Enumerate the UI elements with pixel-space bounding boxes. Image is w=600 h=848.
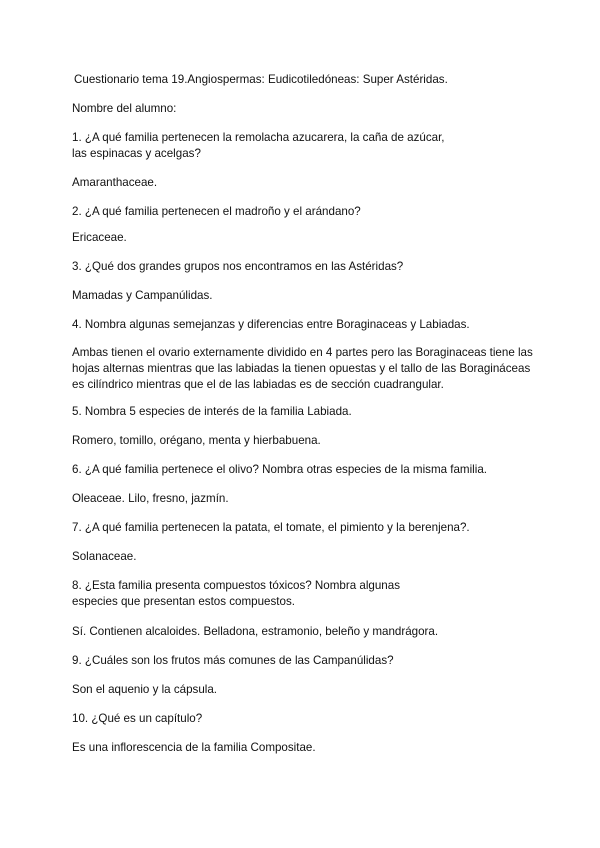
answer-5: Romero, tomillo, orégano, menta y hierbabuena. <box>72 434 321 447</box>
answer-10: Es una inflorescencia de la familia Compositae. <box>72 741 316 754</box>
question-1: 1. ¿A qué familia pertenecen la remolacha azucarera, la caña de azúcar, las espinacas y acelgas? <box>72 131 445 160</box>
answer-6: Oleaceae. Lilo, fresno, jazmín. <box>72 492 229 505</box>
question-9: 9. ¿Cuáles son los frutos más comunes de las Campanúlidas? <box>72 654 394 667</box>
question-5: 5. Nombra 5 especies de interés de la familia Labiada. <box>72 405 352 418</box>
answer-2: Ericaceae. <box>72 231 127 244</box>
answer-3: Mamadas y Campanúlidas. <box>72 289 213 302</box>
answer-7: Solanaceae. <box>72 550 137 563</box>
answer-9: Son el aquenio y la cápsula. <box>72 683 218 696</box>
student-name-label: Nombre del alumno: <box>72 102 177 115</box>
question-2: 2. ¿A qué familia pertenecen el madroño y el arándano? <box>72 205 361 218</box>
question-8: 8. ¿Esta familia presenta compuestos tóxicos? Nombra algunas especies que presentan estos compuestos. <box>72 579 401 608</box>
answer-4: Ambas tienen el ovario externamente dividido en 4 partes pero las Boraginaceas tiene las hojas alternas mientras que las labiadas la tienen opuestas y el tallo de las Boragináceas es cilíndrico mientras que el de las labiadas es de sección cuadrangular. <box>72 346 533 391</box>
question-10: 10. ¿Qué es un capítulo? <box>72 712 203 725</box>
question-6: 6. ¿A qué familia pertenece el olivo? Nombra otras especies de la misma familia. <box>72 463 487 476</box>
answer-1: Amaranthaceae. <box>72 176 158 189</box>
question-3: 3. ¿Qué dos grandes grupos nos encontramos en las Astéridas? <box>72 260 404 273</box>
question-4: 4. Nombra algunas semejanzas y diferencias entre Boraginaceas y Labiadas. <box>72 318 470 331</box>
answer-8: Sí. Contienen alcaloides. Belladona, estramonio, beleño y mandrágora. <box>72 625 439 638</box>
question-7: 7. ¿A qué familia pertenecen la patata, el tomate, el pimiento y la berenjena?. <box>72 521 470 534</box>
document-title: Cuestionario tema 19.Angiospermas: Eudicotiledóneas: Super Astéridas. <box>74 73 448 86</box>
